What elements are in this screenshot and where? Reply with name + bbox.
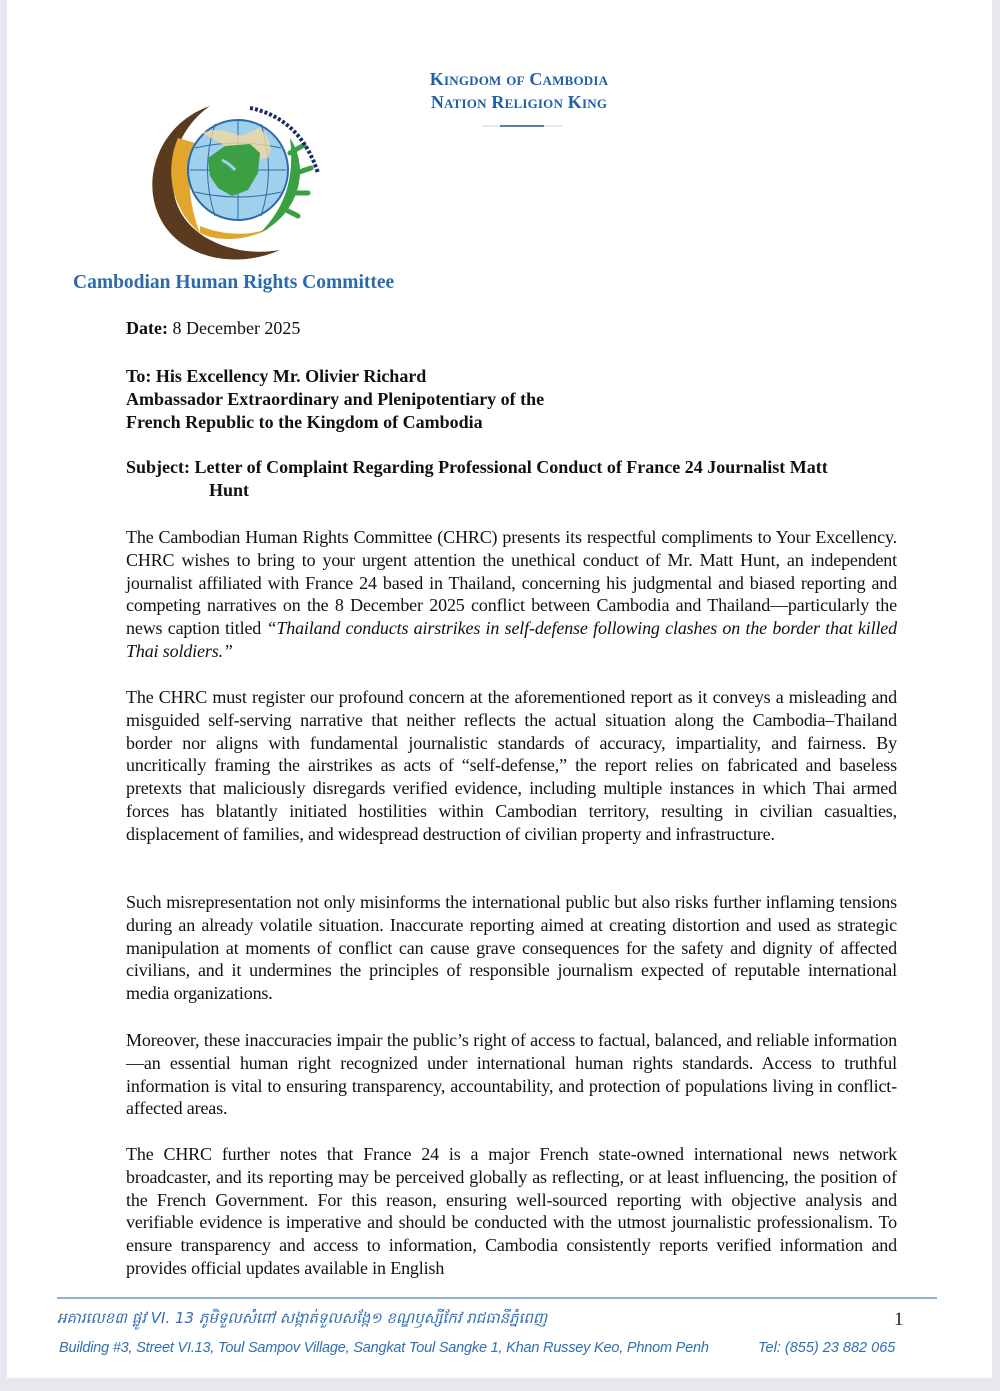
news-caption-quote: “Thailand conducts airstrikes in self-defense following clashes on the border that killed Thai soldiers.”	[126, 618, 898, 661]
page-number: 1	[894, 1309, 904, 1330]
paragraph-text: The Cambodian Human Rights Committee (CHRC) presents its respectful compliments to Your Excellency. CHRC wishes to bring to your urgent attention the unethical conduct of Mr. Matt Hunt, an independent journalist affiliated with France 24 based in Thailand, concerning his judgmental and biased reporting and competing narratives on the 8 December 2025 conflict between Cambodia and Thailand—particularly the news caption titled	[126, 527, 897, 639]
motto-line: Nation Religion King	[430, 92, 608, 112]
kingdom-line: Kingdom of Cambodia	[429, 69, 609, 89]
chrc-logo-icon	[140, 98, 330, 268]
subject-text-continued: Hunt	[209, 480, 250, 500]
date-value: 8 December 2025	[172, 318, 301, 338]
body-paragraph-3: Such misrepresentation not only misinforms the international public but also risks further inflaming tensions during an already volatile situation. Inaccurate reporting aimed at creating distortion and used as strategic manipulation at moments of conflict can cause grave consequences for the safety and dignity of affected civilians, and it undermines the principles of responsible journalism expected of reputable international media organizations.	[126, 892, 897, 1004]
footer-khmer-address: អគារលេខ៣ ផ្លូវ VI. 13 ភូមិទួលសំពៅ សង្កាត់ទួលសង្កែ១ ខណ្ឌឫស្សីកែវ រាជធានីភ្នំពេញ	[57, 1309, 548, 1327]
recipient-block	[126, 365, 897, 434]
body-paragraph-5: The CHRC further notes that France 24 is a major French state-owned international news network broadcaster, and its reporting may be perceived globally as reflecting, or at least influencing, the position of the French Government. For this reason, ensuring well-sourced reporting with objective analysis and verifiable evidence is imperative and should be conducted with the utmost journalistic professionalism. To ensure transparency and access to information, Cambodia consistently reports verified information and provides official updates available in English	[126, 1144, 897, 1278]
subject-line	[126, 456, 897, 502]
ornament-divider-icon	[482, 124, 562, 128]
recipient-line: French Republic to the Kingdom of Cambodia	[126, 412, 483, 432]
letter-page	[7, 0, 992, 1378]
date-label: Date:	[126, 318, 168, 338]
letter-date	[126, 318, 897, 339]
recipient-line: To: His Excellency Mr. Olivier Richard	[126, 366, 427, 386]
footer-telephone: Tel: (855) 23 882 065	[758, 1340, 896, 1356]
body-paragraph-2: The CHRC must register our profound concern at the aforementioned report as it conveys a misleading and misguided self-serving narrative that neither reflects the actual situation along the Cambodia–Thailand border nor aligns with fundamental journalistic standards of accuracy, impartiality, and fairness. By uncritically framing the airstrikes as acts of “self-defense,” the report relies on fabricated and baseless pretexts that maliciously disregards verified evidence, including multiple instances in which Thai armed forces has blatantly initiated hostilities within Cambodian territory, resulting in civilian casualties, displacement of families, and widespread destruction of civilian property and infrastructure.	[126, 687, 897, 844]
recipient-line: Ambassador Extraordinary and Plenipotentiary of the	[126, 389, 545, 409]
subject-text: Subject: Letter of Complaint Regarding Professional Conduct of France 24 Journalist Matt	[126, 457, 828, 477]
footer-address: Building #3, Street VI.13, Toul Sampov Village, Sangkat Toul Sangke 1, Khan Russey Keo, Phnom Penh	[59, 1340, 709, 1356]
organization-name: Cambodian Human Rights Committee	[73, 272, 395, 293]
body-paragraph-1	[126, 526, 897, 663]
body-paragraph-4: Moreover, these inaccuracies impair the public’s right of access to factual, balanced, and reliable information—an essential human right recognized under international human rights standards. Access to truthful information is vital to ensuring transparency, accountability, and protection of populations living in conflict-affected areas.	[126, 1030, 897, 1119]
kingdom-header	[409, 68, 629, 114]
footer-divider	[57, 1297, 937, 1299]
